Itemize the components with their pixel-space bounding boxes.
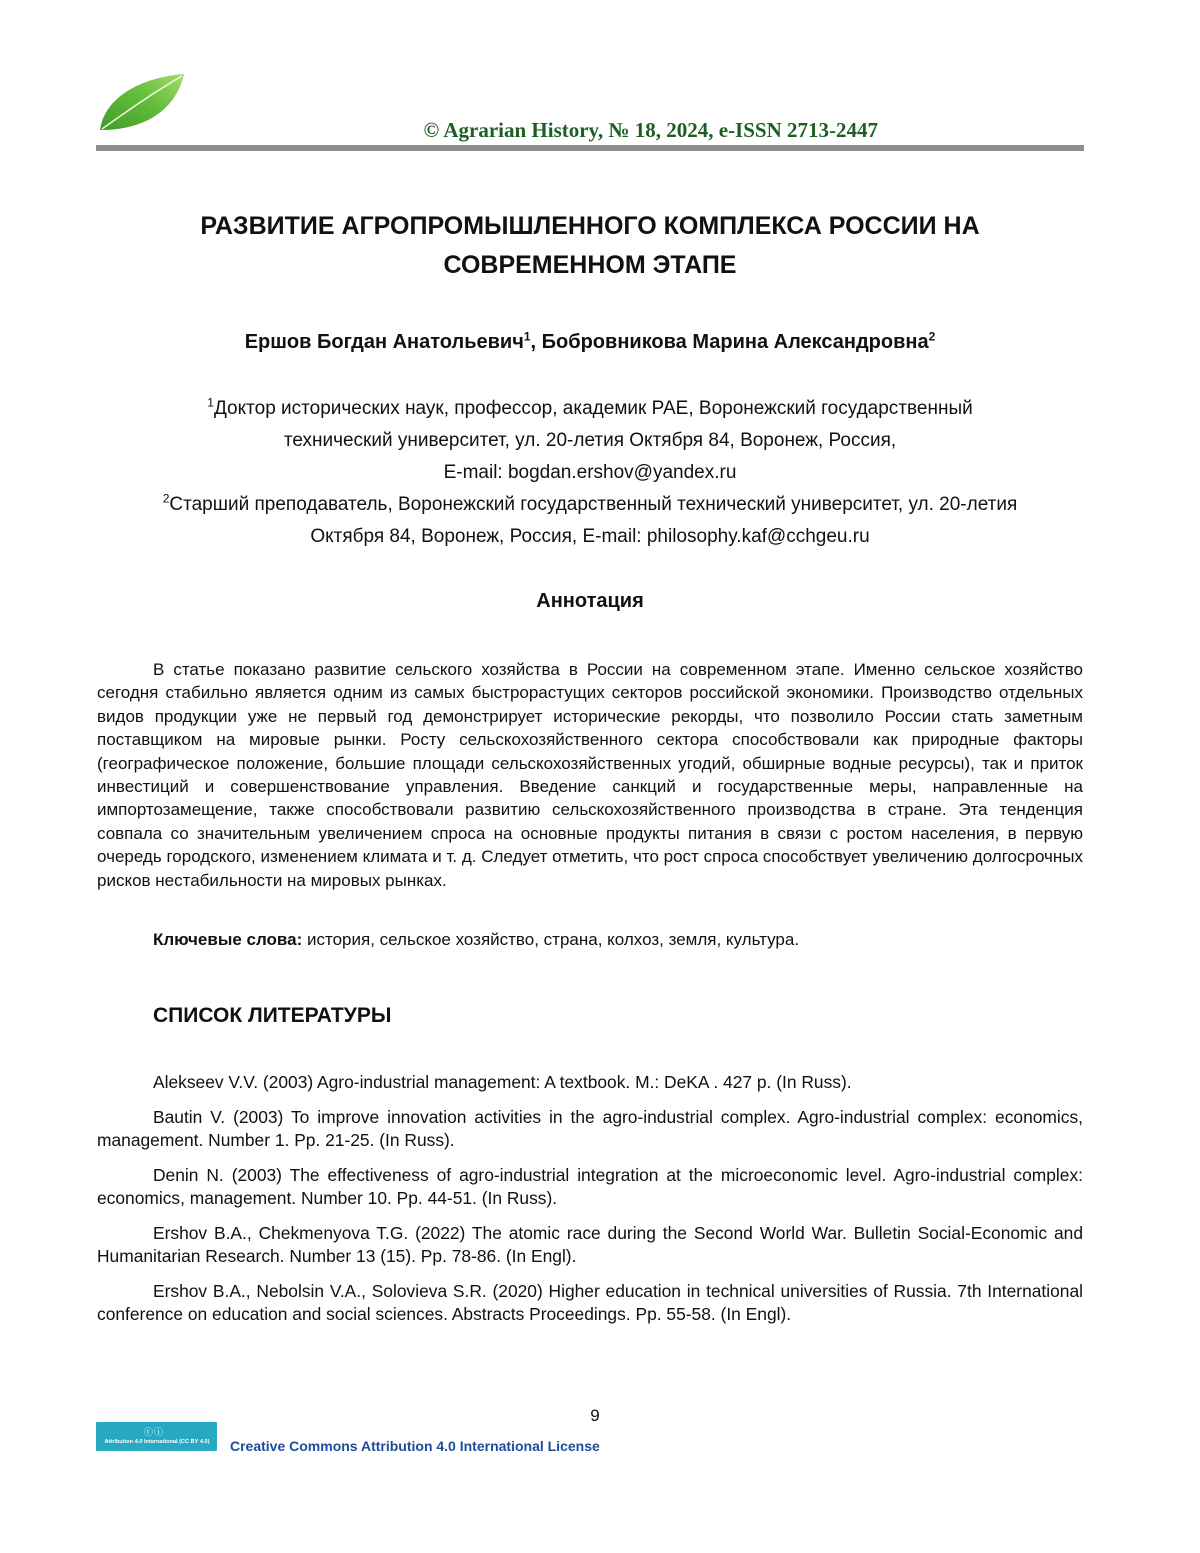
references-list [97,1071,1083,1338]
reference-item: Alekseev V.V. (2003) Agro-industrial management: A textbook. M.: DeKA . 427 p. (In Russ). [153,1072,852,1092]
page-number: 9 [590,1406,600,1425]
cc-badge-text: Attribution 4.0 International (CC BY 4.0) [104,1439,210,1445]
references-heading: СПИСОК ЛИТЕРАТУРЫ [153,1004,392,1027]
reference-item: Denin N. (2003) The effectiveness of agro-industrial integration at the microeconomic level. Agro-industrial complex: economics, management. Number 10. Pp. 44-51. (In Russ). [97,1165,1083,1208]
journal-header: © Agrarian History, № 18, 2024, e-ISSN 2713-2447 [423,118,878,142]
keywords [97,928,1083,952]
author-separator: , [530,331,542,353]
aff-1-sup: 1 [207,395,214,410]
title-line-1: РАЗВИТИЕ АГРОПРОМЫШЛЕННОГО КОМПЛЕКСА РОССИИ НА [200,212,980,240]
author-1: Ершов Богдан Анатольевич [244,331,524,353]
license-link[interactable]: Creative Commons Attribution 4.0 International License [230,1438,600,1454]
cc-by-icon: ⓒⓘ [144,1428,165,1438]
aff-1-line-2: технический университет, ул. 20-летия Октября 84, Воронеж, Россия, [283,430,897,451]
aff-1-line-1: Доктор исторических наук, профессор, академик РАЕ, Воронежский государственный [213,398,973,419]
abstract-heading: Аннотация [536,590,644,612]
author-2-sup: 2 [928,329,936,344]
keywords-list: история, сельское хозяйство, страна, колхоз, земля, культура. [302,930,800,949]
header-rule [96,145,1084,151]
aff-1-email: E-mail: bogdan.ershov@yandex.ru [443,462,737,483]
affiliations [96,393,1084,553]
cc-license-badge[interactable] [96,1422,217,1451]
aff-2-line-2: Октября 84, Воронеж, Россия, E-mail: philosophy.kaf@cchgeu.ru [310,526,870,547]
author-1-sup: 1 [523,329,531,344]
title-line-2: СОВРЕМЕННОМ ЭТАПЕ [443,251,737,279]
keywords-label: Ключевые слова: [153,930,303,949]
reference-item: Ershov B.A., Nebolsin V.A., Solovieva S.R. (2020) Higher education in technical universities of Russia. 7th International conference on education and social sciences. Abstracts Proceedings. Pp. 55-58. (In Engl). [97,1281,1083,1324]
reference-item: Ershov B.A., Chekmenyova T.G. (2022) The atomic race during the Second World War. Bulletin Social-Economic and Humanitarian Research. Number 13 (15). Pp. 78-86. (In Engl). [97,1223,1083,1266]
aff-2-line-1: Старший преподаватель, Воронежский государственный технический университет, ул. 20-летия [169,494,1018,515]
abstract-text: В статье показано развитие сельского хозяйства в России на современном этапе. Именно сельское хозяйство сегодня стабильно является одним из самых быстрорастущих секторов российской экономики. Производство отдельных видов продукции уже не первый год демонстрирует исторические рекорды, что позволило России стать заметным поставщиком на мировые рынки. Росту сельскохозяйственного сектора способствовали как природные факторы (географическое положение, большие площади сельскохозяйственных угодий, обширные водные ресурсы), так и приток инвестиций и совершенствование управления. Введение санкций и государственные меры, направленные на импортозамещение, также способствовали развитию сельскохозяйственного производства в стране. Эта тенденция совпала со значительным увеличением спроса на основные продукты питания в связи с ростом населения, в первую очередь городского, изменением климата и т. д. Следует отметить, что рост спроса способствует увеличению долгосрочных рисков нестабильности на мировых рынках. [97,660,1083,890]
aff-2-sup: 2 [162,491,170,506]
reference-item: Bautin V. (2003) To improve innovation activities in the agro-industrial complex. Agro-industrial complex: economics, management. Number 1. Pp. 21-25. (In Russ). [97,1107,1083,1150]
authors [96,325,1084,359]
author-2: Бобровникова Марина Александровна [541,331,929,353]
article-title [96,207,1084,285]
